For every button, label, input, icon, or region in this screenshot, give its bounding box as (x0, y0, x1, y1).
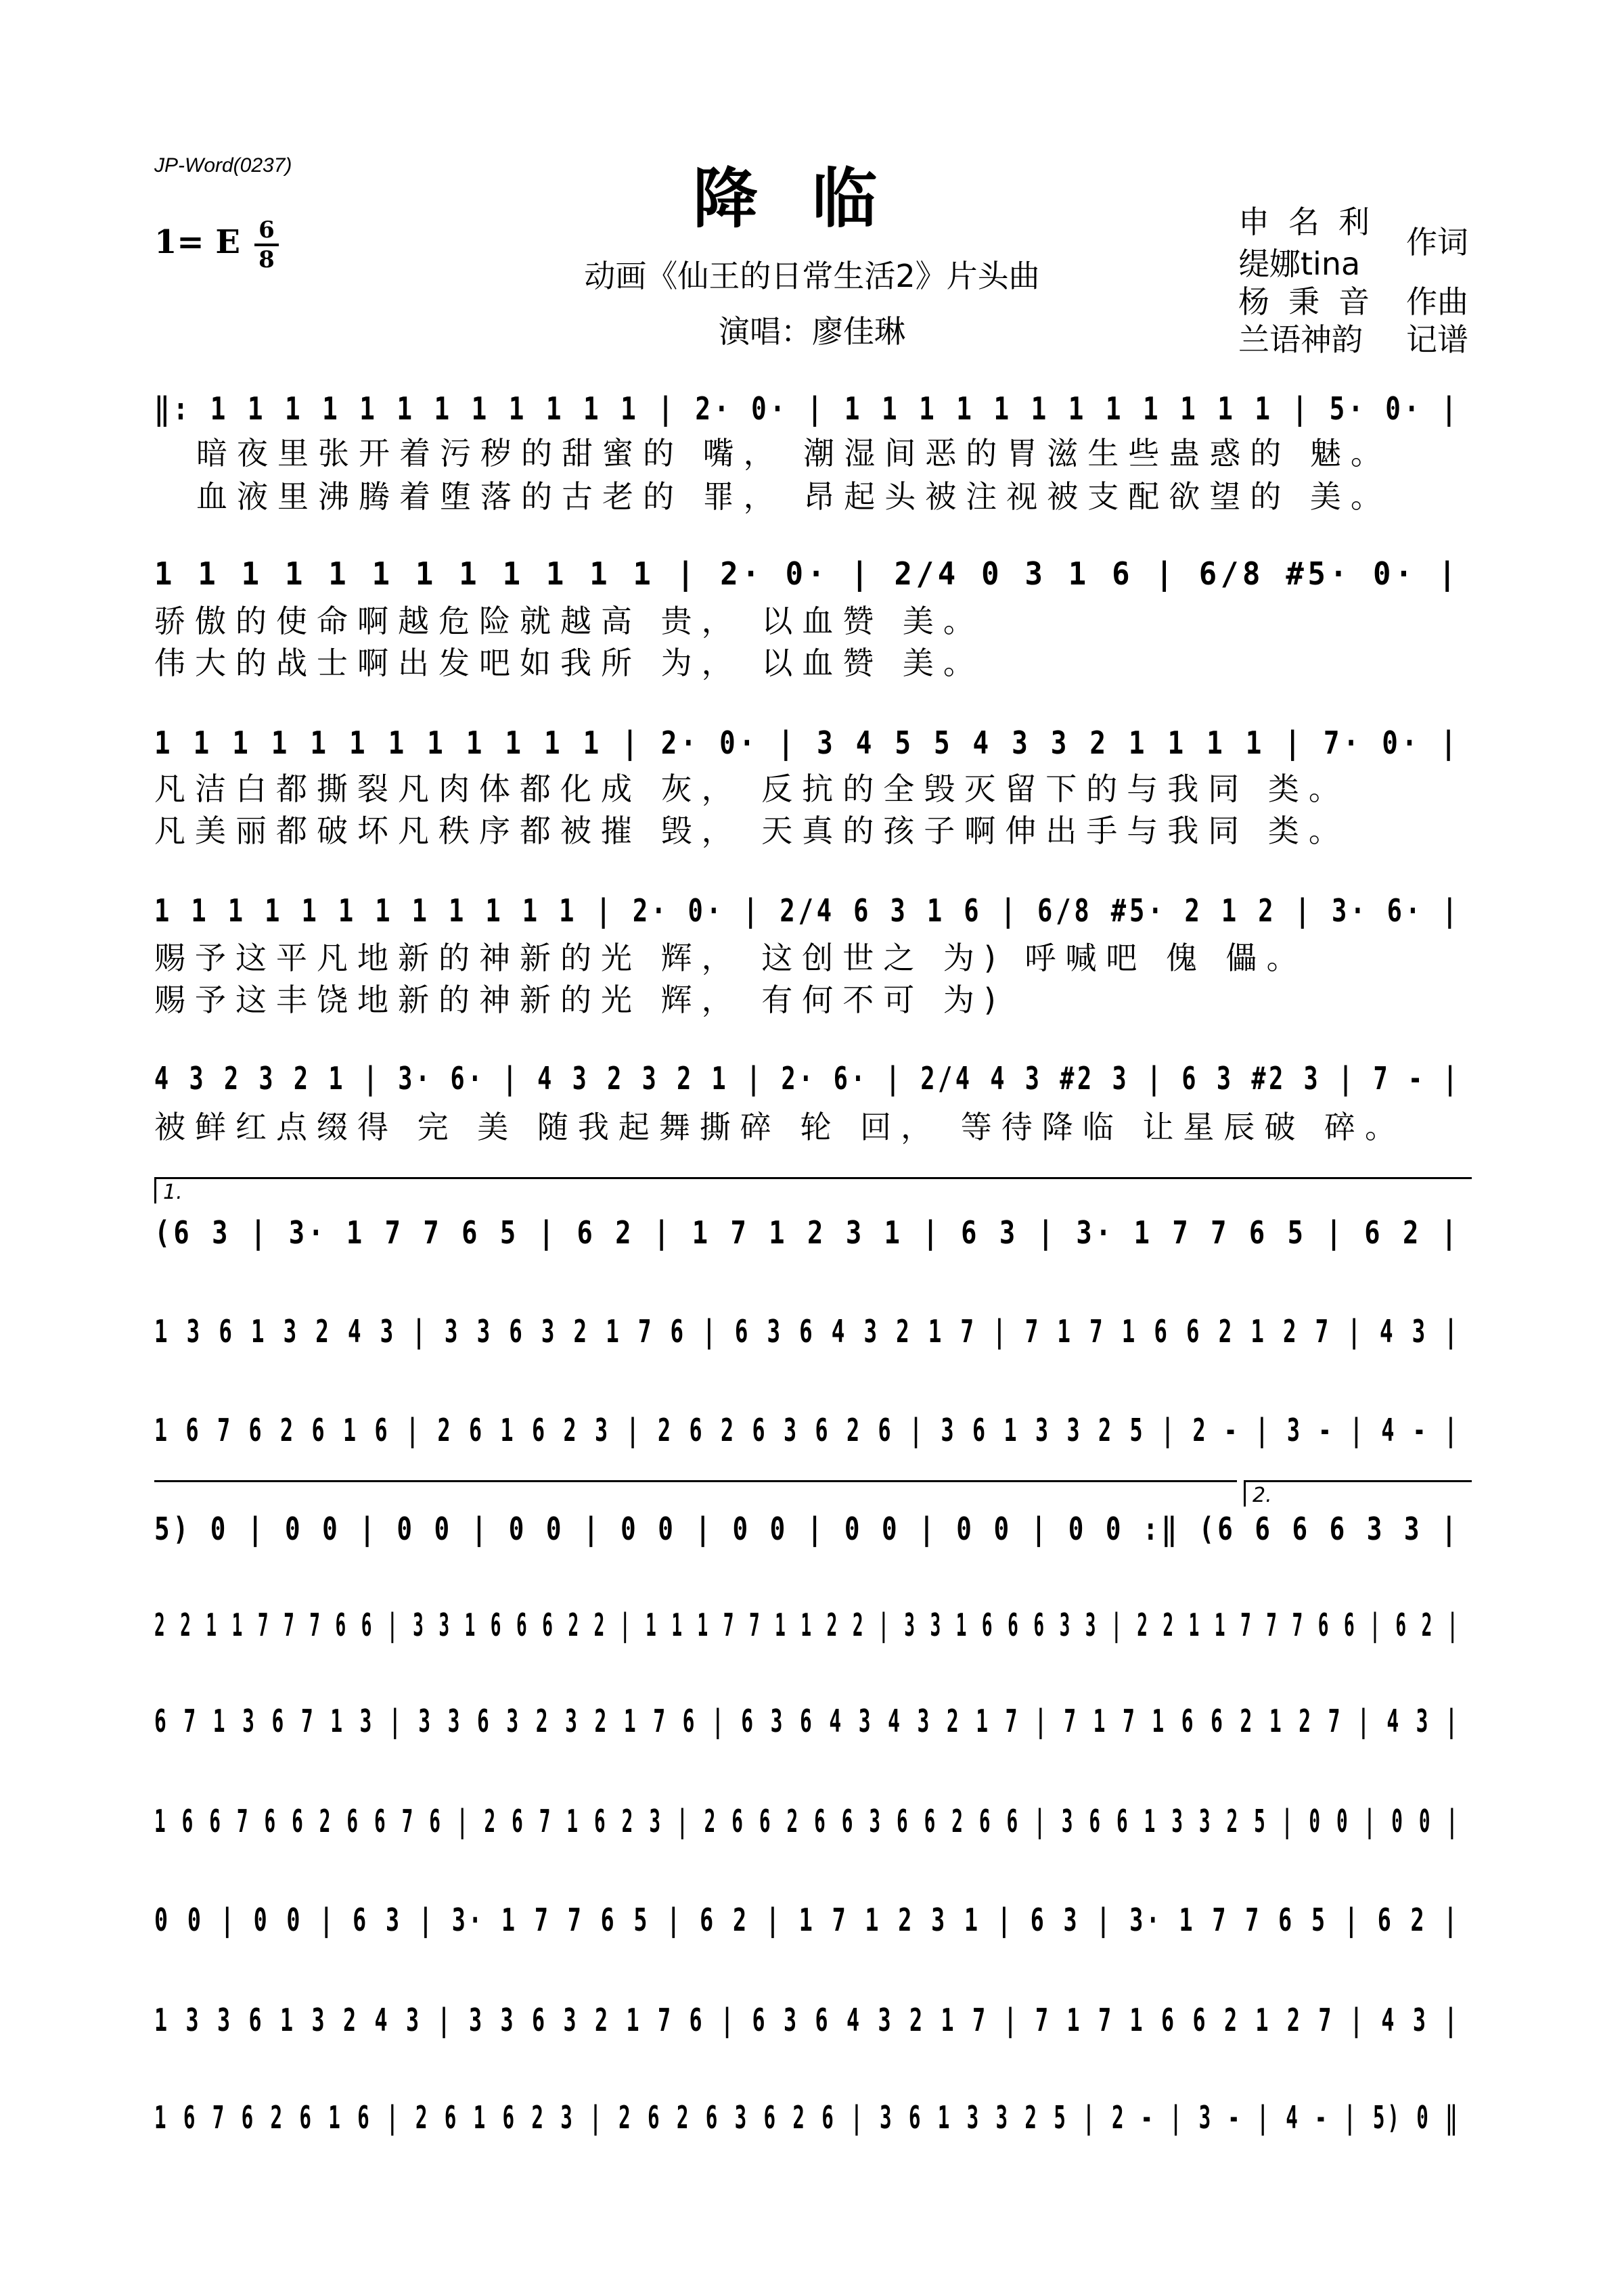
score-row-3 (154, 718, 1470, 773)
notes-row-13: 0 0 | 0 0 | 6 3 | 3· 1 7 7 6 5 | 6 2 | 1 7 1 2 3 1 | 6 3 | 3· 1 7 7 6 5 | 6 2 | (154, 1902, 1460, 1938)
transcriber: 兰语神韵 (1238, 321, 1363, 358)
score-row-10 (154, 1601, 1470, 1655)
notes-row-2: 1 1 1 1 1 1 1 1 1 1 1 1 | 2· 0· | 2/4 0 3 1 6 | 6/8 #5· 0· | (154, 555, 1460, 592)
key-signature: 1= E (154, 223, 240, 261)
source-label: JP-Word(0237) (154, 154, 292, 177)
notes-row-4: 1 1 1 1 1 1 1 1 1 1 1 1 | 2· 0· | 2/4 6 3 1 6 | 6/8 #5· 2 1 2 | 3· 6· | (154, 892, 1461, 929)
notes-row-11: 6 7 1 3 6 7 1 3 | 3 3 6 3 2 3 2 1 7 6 | 6 3 6 4 3 4 3 2 1 7 | 7 1 7 1 6 6 2 1 2 7 | 4 3 | (154, 1703, 1460, 1739)
notes-row-12: 1 6 6 7 6 6 2 6 6 7 6 | 2 6 7 1 6 2 3 | 2 6 6 2 6 6 3 6 6 2 6 6 | 3 6 6 1 3 3 2 5 | 0 0 | 0 0 | (154, 1803, 1460, 1839)
notes-row-15: 1 6 7 6 2 6 1 6 | 2 6 1 6 2 3 | 2 6 2 6 3 6 2 6 | 3 6 1 3 3 2 5 | 2 - | 3 - | 4 - | 5) 0 ‖ (154, 2099, 1460, 2136)
score-row-2 (154, 549, 1470, 603)
lyrics-line-6: 凡美丽都破坏凡秩序都被摧 毁， 天真的孩子啊伸出手与我同 类。 (154, 812, 1349, 849)
lyricist-2: 缇娜tina (1238, 246, 1361, 282)
transcriber-role: 记谱 (1406, 321, 1468, 358)
time-signature-top: 6 (258, 216, 275, 244)
notes-row-3: 1 1 1 1 1 1 1 1 1 1 1 1 | 2· 0· | 3 4 5 5 4 3 3 2 1 1 1 1 | 7· 0· | (154, 725, 1460, 761)
notes-row-9: 5) 0 | 0 0 | 0 0 | 0 0 | 0 0 | 0 0 | 0 0 | 0 0 | 0 0 :‖ (6 6 6 6 3 3 | (154, 1511, 1460, 1547)
lyricist-role: 作词 (1406, 224, 1468, 260)
singer-line: 演唱：廖佳琳 (719, 313, 905, 350)
lyricist-1: 申名利 (1238, 204, 1389, 240)
volta-bracket-2 (1244, 1480, 1472, 1507)
volta-bracket-1 (154, 1177, 1472, 1203)
lyrics-line-4: 伟大的战士啊出发吧如我所 为， 以血赞 美。 (154, 645, 984, 681)
volta-2-label: 2. (1253, 1484, 1272, 1507)
volta-1-label: 1. (163, 1180, 183, 1204)
lyrics-line-9: 被鲜红点缀得 完 美 随我起舞撕碎 轮 回， 等待降临 让星辰破 碎。 (154, 1109, 1405, 1145)
score-row-8 (154, 1406, 1470, 1460)
volta-bracket-1-tail (154, 1480, 1237, 1482)
lyrics-line-1: 暗夜里张开着污秽的甜蜜的 嘴， 潮湿间恶的胃滋生些蛊惑的 魅。 (196, 435, 1391, 472)
notes-row-5: 4 3 2 3 2 1 | 3· 6· | 4 3 2 3 2 1 | 2· 6· | 2/4 4 3 #2 3 | 6 3 #2 3 | 7 - | (154, 1060, 1461, 1097)
notes-row-7: 1 3 6 1 3 2 4 3 | 3 3 6 3 2 1 7 6 | 6 3 6 4 3 2 1 7 | 7 1 7 1 6 6 2 1 2 7 | 4 3 | (154, 1313, 1461, 1350)
song-title: 降临 (693, 161, 931, 237)
lyrics-line-7: 赐予这平凡地新的神新的光 辉， 这创世之 为) 呼喊吧 傀 儡。 (154, 940, 1307, 976)
score-row-1 (154, 384, 1470, 438)
lyrics-line-5: 凡洁白都撕裂凡肉体都化成 灰， 反抗的全毁灭留下的与我同 类。 (154, 771, 1349, 807)
lyrics-line-8: 赐予这丰饶地新的神新的光 辉， 有何不可 为) (154, 982, 1006, 1018)
score-row-13 (154, 1896, 1470, 1950)
composer-role: 作曲 (1406, 283, 1468, 320)
score-row-9 (154, 1505, 1470, 1559)
lyrics-line-3: 骄傲的使命啊越危险就越高 贵， 以血赞 美。 (154, 603, 984, 639)
score-row-15 (154, 2093, 1470, 2147)
score-row-7 (154, 1307, 1470, 1361)
score-row-6 (154, 1208, 1470, 1262)
lyrics-line-2: 血液里沸腾着堕落的古老的 罪， 昂起头被注视被支配欲望的 美。 (196, 478, 1391, 515)
notes-row-6: (6 3 | 3· 1 7 7 6 5 | 6 2 | 1 7 1 2 3 1 | 6 3 | 3· 1 7 7 6 5 | 6 2 | (154, 1214, 1461, 1251)
notes-row-1: ‖: 1 1 1 1 1 1 1 1 1 1 1 1 | 2· 0· | 1 1 1 1 1 1 1 1 1 1 1 1 | 5· 0· | (154, 390, 1460, 427)
score-row-12 (154, 1797, 1470, 1851)
time-signature-bottom: 8 (258, 246, 275, 273)
score-row-5 (154, 1054, 1470, 1108)
score-row-11 (154, 1697, 1470, 1751)
notes-row-8: 1 6 7 6 2 6 1 6 | 2 6 1 6 2 3 | 2 6 2 6 3 6 2 6 | 3 6 1 3 3 2 5 | 2 - | 3 - | 4 - | (154, 1412, 1460, 1448)
composer: 杨秉音 (1238, 283, 1389, 320)
song-subtitle: 动画《仙王的日常生活2》片头曲 (584, 258, 1040, 294)
score-row-4 (154, 886, 1470, 940)
notes-row-14: 1 3 3 6 1 3 2 4 3 | 3 3 6 3 2 1 7 6 | 6 3 6 4 3 2 1 7 | 7 1 7 1 6 6 2 1 2 7 | 4 3 | (154, 2002, 1460, 2038)
notes-row-10: 2 2 1 1 7 7 7 6 6 | 3 3 1 6 6 6 2 2 | 1 1 1 7 7 1 1 2 2 | 3 3 1 6 6 6 3 3 | 2 2 1 1 7 7 7 6 6 | 6 2 | (154, 1607, 1460, 1643)
score-row-14 (154, 1996, 1470, 2050)
